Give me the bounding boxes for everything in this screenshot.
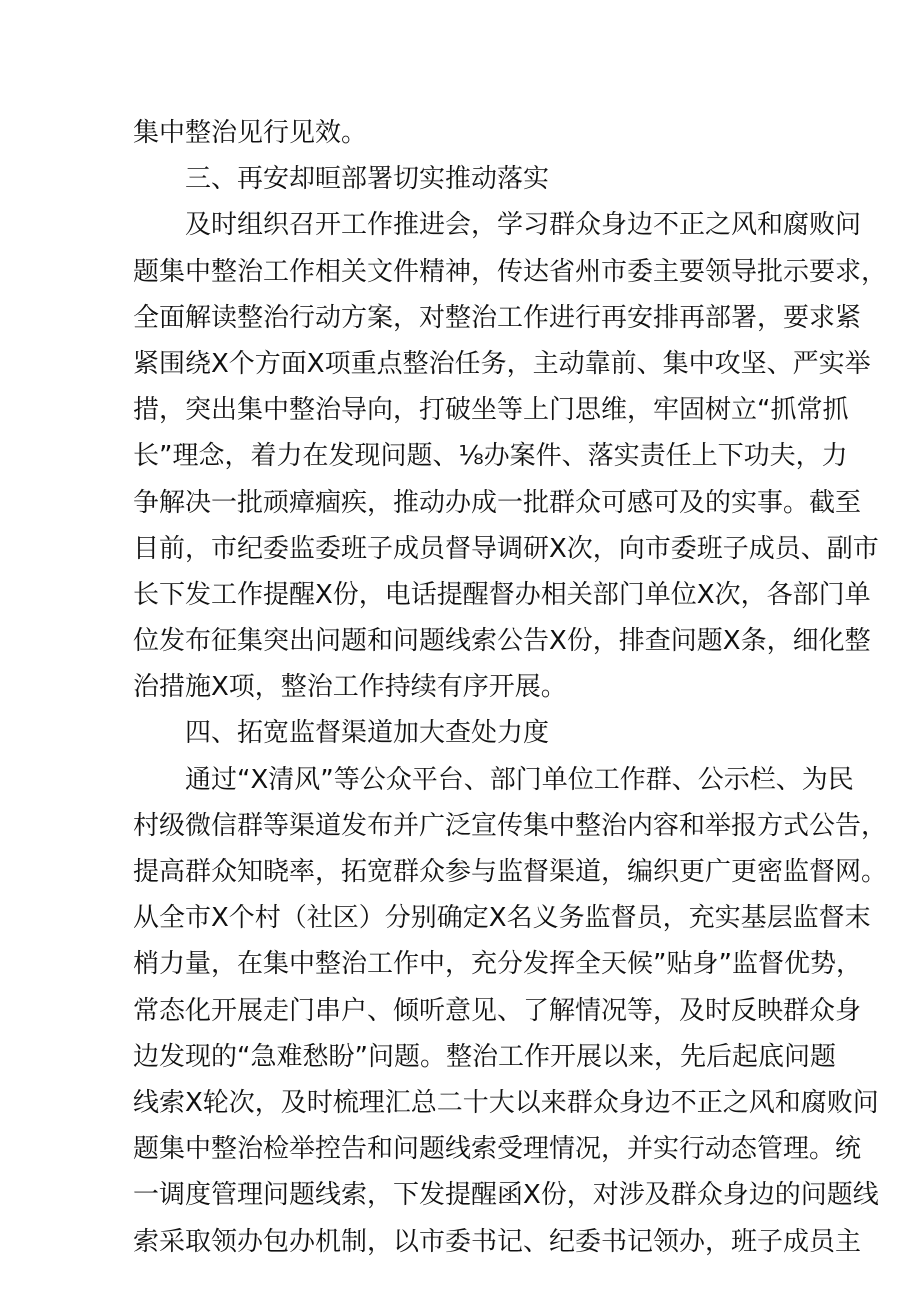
text-line: 位发布征集突出问题和问题线索公告X份，排查问题X条，细化整 [133,626,871,657]
text-line: 全面解读整治行动方案，对整治工作进行再安排再部署，要求紧 [133,302,862,333]
text-line: 索采取领办包办机制，以市委书记、纪委书记领办，班子成员主 [133,1226,862,1257]
text-line: 治措施X项，整治工作持续有序开展。 [133,672,567,703]
text-line: 集中整治见行见效。 [133,118,368,148]
text-line: 争解决一批顽瘴痼疾，推动办成一批群众可感可及的实事。截至 [133,487,862,518]
text-line: 题集中整治检举控告和问题线索受理情况，并实行动态管理。统 [133,1134,862,1165]
text-line: 及时组织召开工作推进会，学习群众身边不正之风和腐败问 [185,210,862,241]
section-heading: 四、拓宽监督渠道加大查处力度 [185,718,550,749]
text-line: 紧围绕X个方面X项重点整治任务，主动靠前、集中攻坚、严实举 [133,348,871,379]
text-line: 目前，市纪委监委班子成员督导调研X次，向市委班子成员、副市 [133,533,879,564]
document-body [133,110,888,1265]
text-line: 边发现的“急难愁盼”问题。整治工作开展以来，先后起底问题 [133,1041,836,1072]
text-line: 长下发工作提醒X份，电话提醒督办相关部门单位X次，各部门单 [133,579,871,610]
text-line: 措，突出集中整治导向，打破坐等上门思维，牢固树立“抓常抓 [133,395,849,426]
text-line: 题集中整治工作相关文件精神，传达省州市委主要领导批示要求， [133,256,888,287]
section-heading: 三、再安却晅部署切实推动落实 [185,164,550,195]
text-line: 从全市X个村（社区）分别确定X名义务监督员，充实基层监督末 [133,903,871,934]
text-line: 线索X轮次，及时梳理汇总二十大以来群众身边不正之风和腐败问 [133,1087,879,1118]
text-line: 村级微信群等渠道发布并广泛宣传集中整治内容和举报方式公告， [133,810,888,841]
text-line: 常态化开展走门串户、倾听意见、了解情况等，及时反映群众身 [133,995,862,1026]
text-line: 通过“X清风”等公众平台、部门单位工作群、公示栏、为民 [185,764,854,795]
text-line: 长”理念，着力在发现问题、⅛办案件、落实责任上下功夫，力 [133,441,848,472]
text-line: 梢力量，在集中整治工作中，充分发挥全天候”贴身”监督优势， [133,949,862,980]
text-line: 一调度管理问题线索，下发提醒函X份，对涉及群众身边的问题线 [133,1180,879,1211]
text-line: 提高群众知晓率，拓宽群众参与监督渠道，编织更广更密监督网。 [133,857,888,887]
